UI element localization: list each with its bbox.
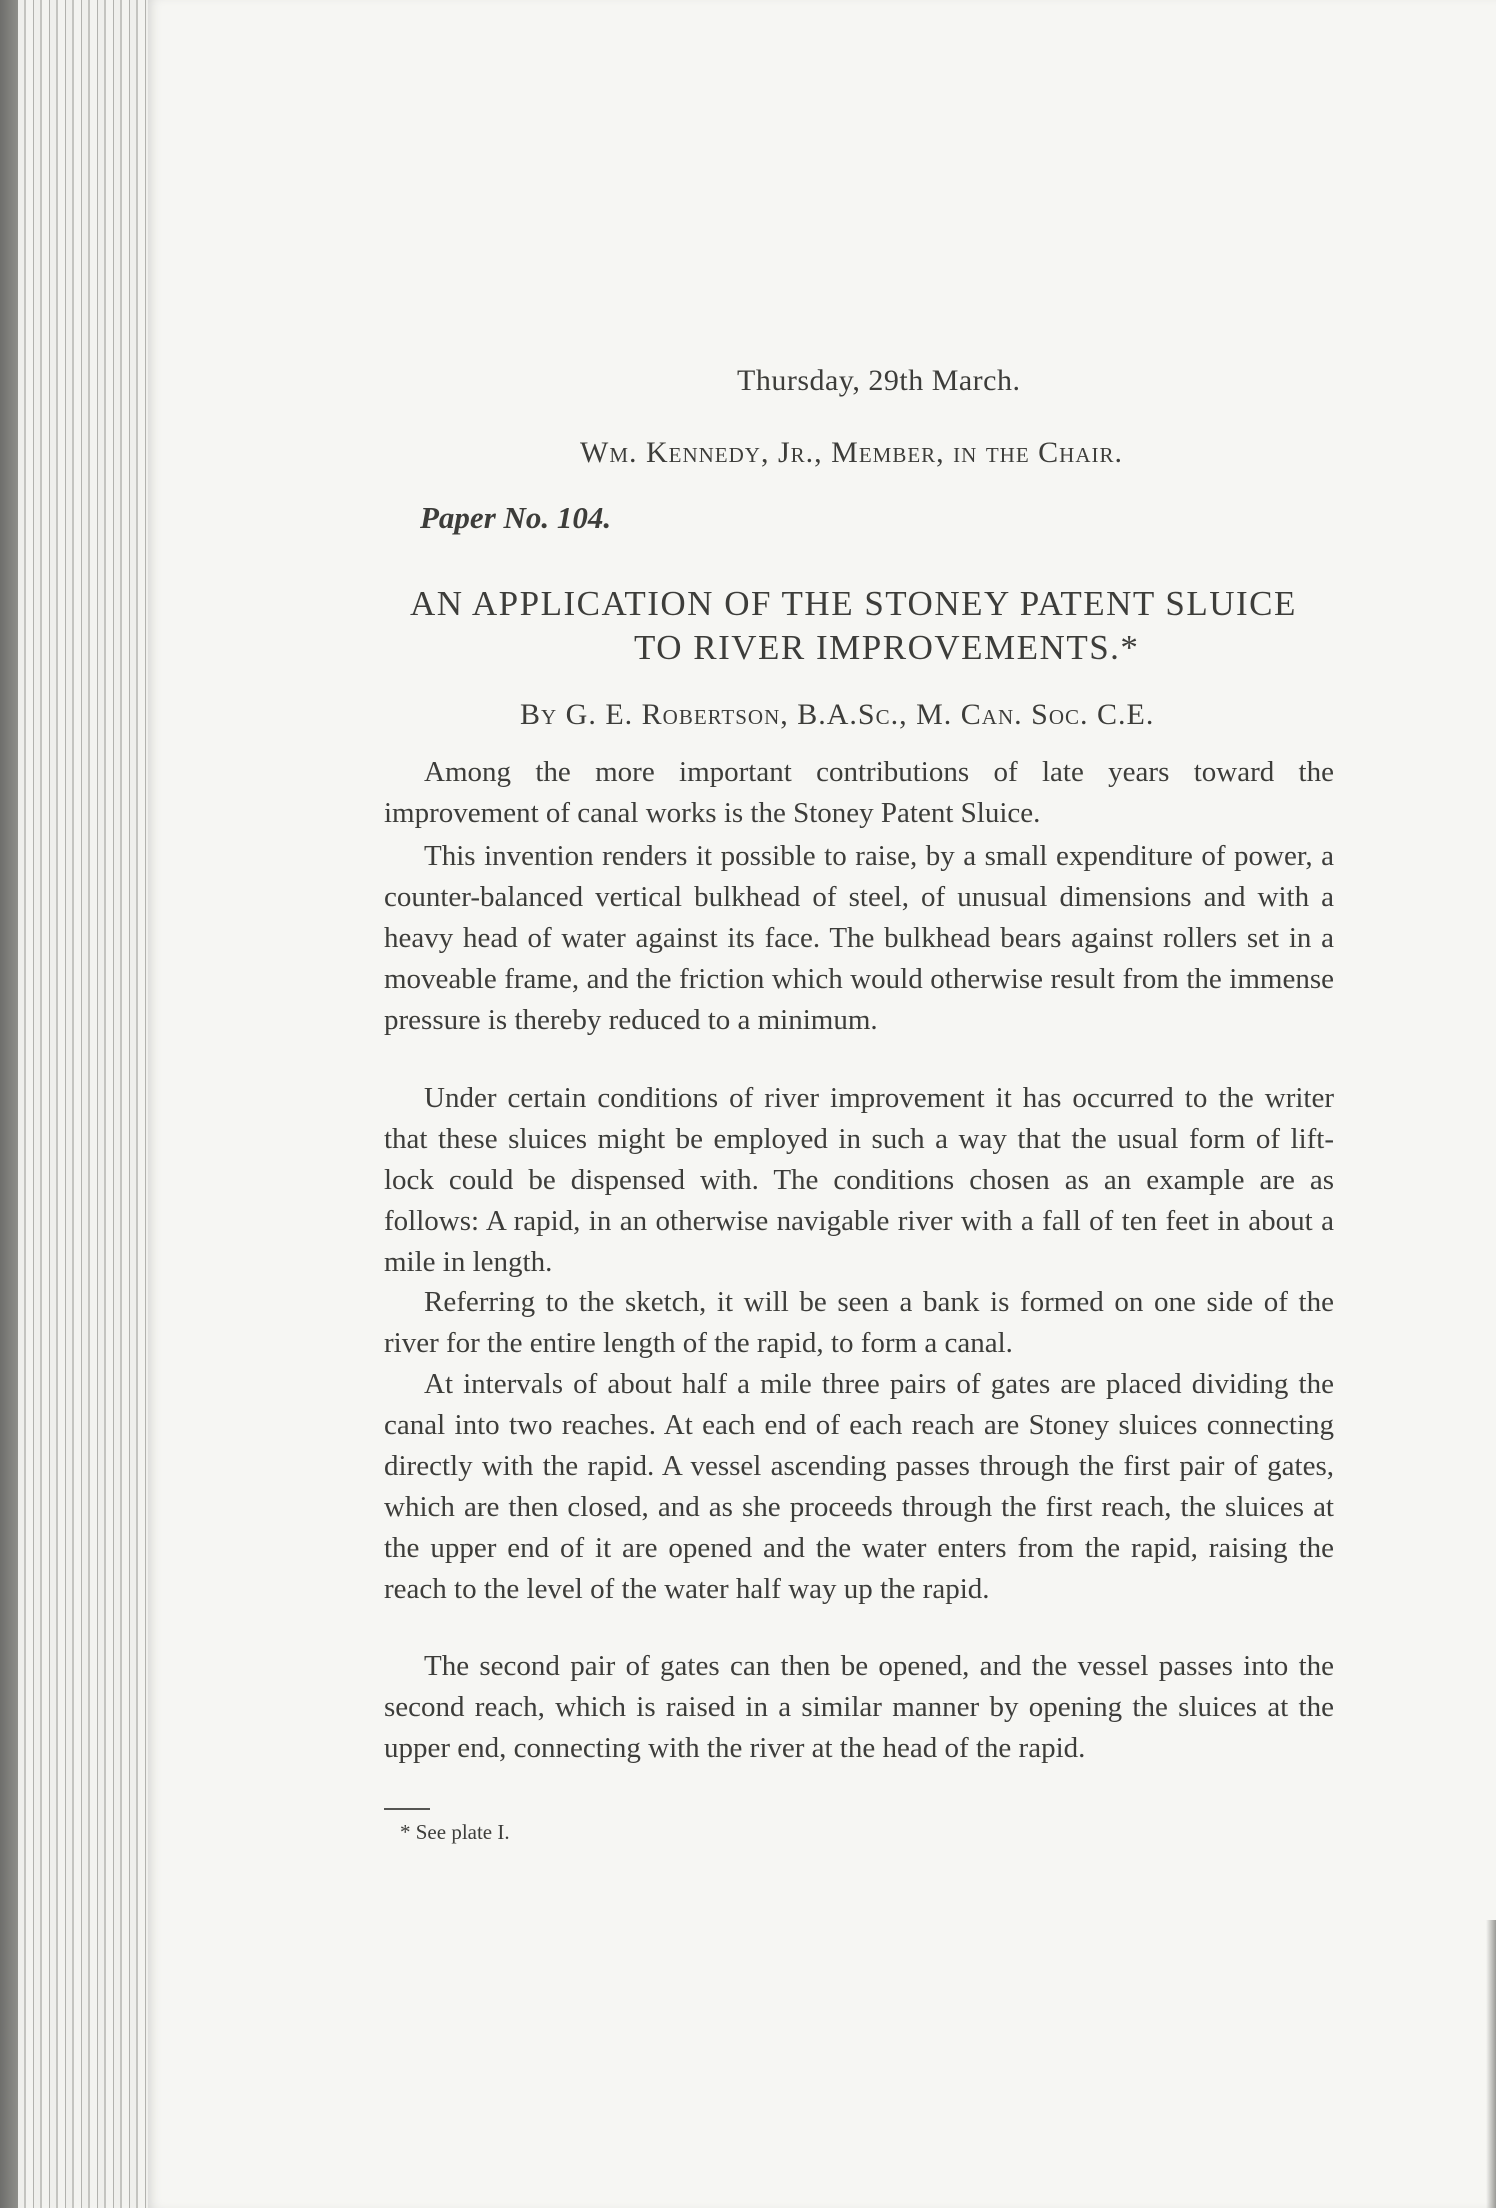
body-paragraph: The second pair of gates can then be opened, and the vessel passes into the second reach, which is raised in a similar manner by opening the sluices at the upper end, connecting with the river at the head of the rapid. (384, 1650, 1334, 1764)
page-shadow (1486, 1920, 1496, 2208)
book-spine-edge (0, 0, 18, 2208)
paper-number: Paper No. 104. (420, 500, 612, 535)
footnote-rule (384, 1808, 430, 1810)
paper-title-line-1: AN APPLICATION OF THE STONEY PATENT SLUICE (410, 584, 1297, 623)
page-stack-edges (18, 0, 148, 2208)
body-paragraph: This invention renders it possible to raise, by a small expenditure of power, a counter-balanced vertical bulkhead of steel, of unusual dimensions and with a heavy head of water against its face. The bulkhead bears against rollers set in a moveable frame, and the friction which would otherwise result from the immense pressure is thereby reduced to a minimum. (384, 840, 1334, 1036)
paper-title-line-2: TO RIVER IMPROVEMENTS.* (634, 628, 1140, 667)
body-paragraph: Referring to the sketch, it will be seen a bank is formed on one side of the river for the entire length of the rapid, to form a canal. (384, 1286, 1334, 1359)
body-paragraph: Under certain conditions of river improvement it has occurred to the writer that these sluices might be employed in such a way that the usual form of lift-lock could be dispensed with. The conditions chosen as an example are as follows: A rapid, in an otherwise navigable river with a fall of ten feet in about a mile in length. (384, 1082, 1334, 1278)
footnote: * See plate I. (400, 1820, 510, 1844)
author-line: By G. E. Robertson, B.A.Sc., M. Can. Soc. C.E. (520, 698, 1155, 731)
body-paragraph: Among the more important contributions of late years toward the improvement of canal works is the Stoney Patent Sluice. (384, 756, 1334, 829)
meeting-date: Thursday, 29th March. (737, 364, 1021, 397)
body-paragraph: At intervals of about half a mile three pairs of gates are placed dividing the canal into two reaches. At each end of each reach are Stoney sluices connecting directly with the rapid. A vessel ascending passes through the first pair of gates, which are then closed, and as she proceeds through the first reach, the sluices at the upper end of it are opened and the water enters from the rapid, raising the reach to the level of the water half way up the rapid. (384, 1368, 1334, 1605)
chair-line: Wm. Kennedy, Jr., Member, in the Chair. (580, 436, 1123, 469)
